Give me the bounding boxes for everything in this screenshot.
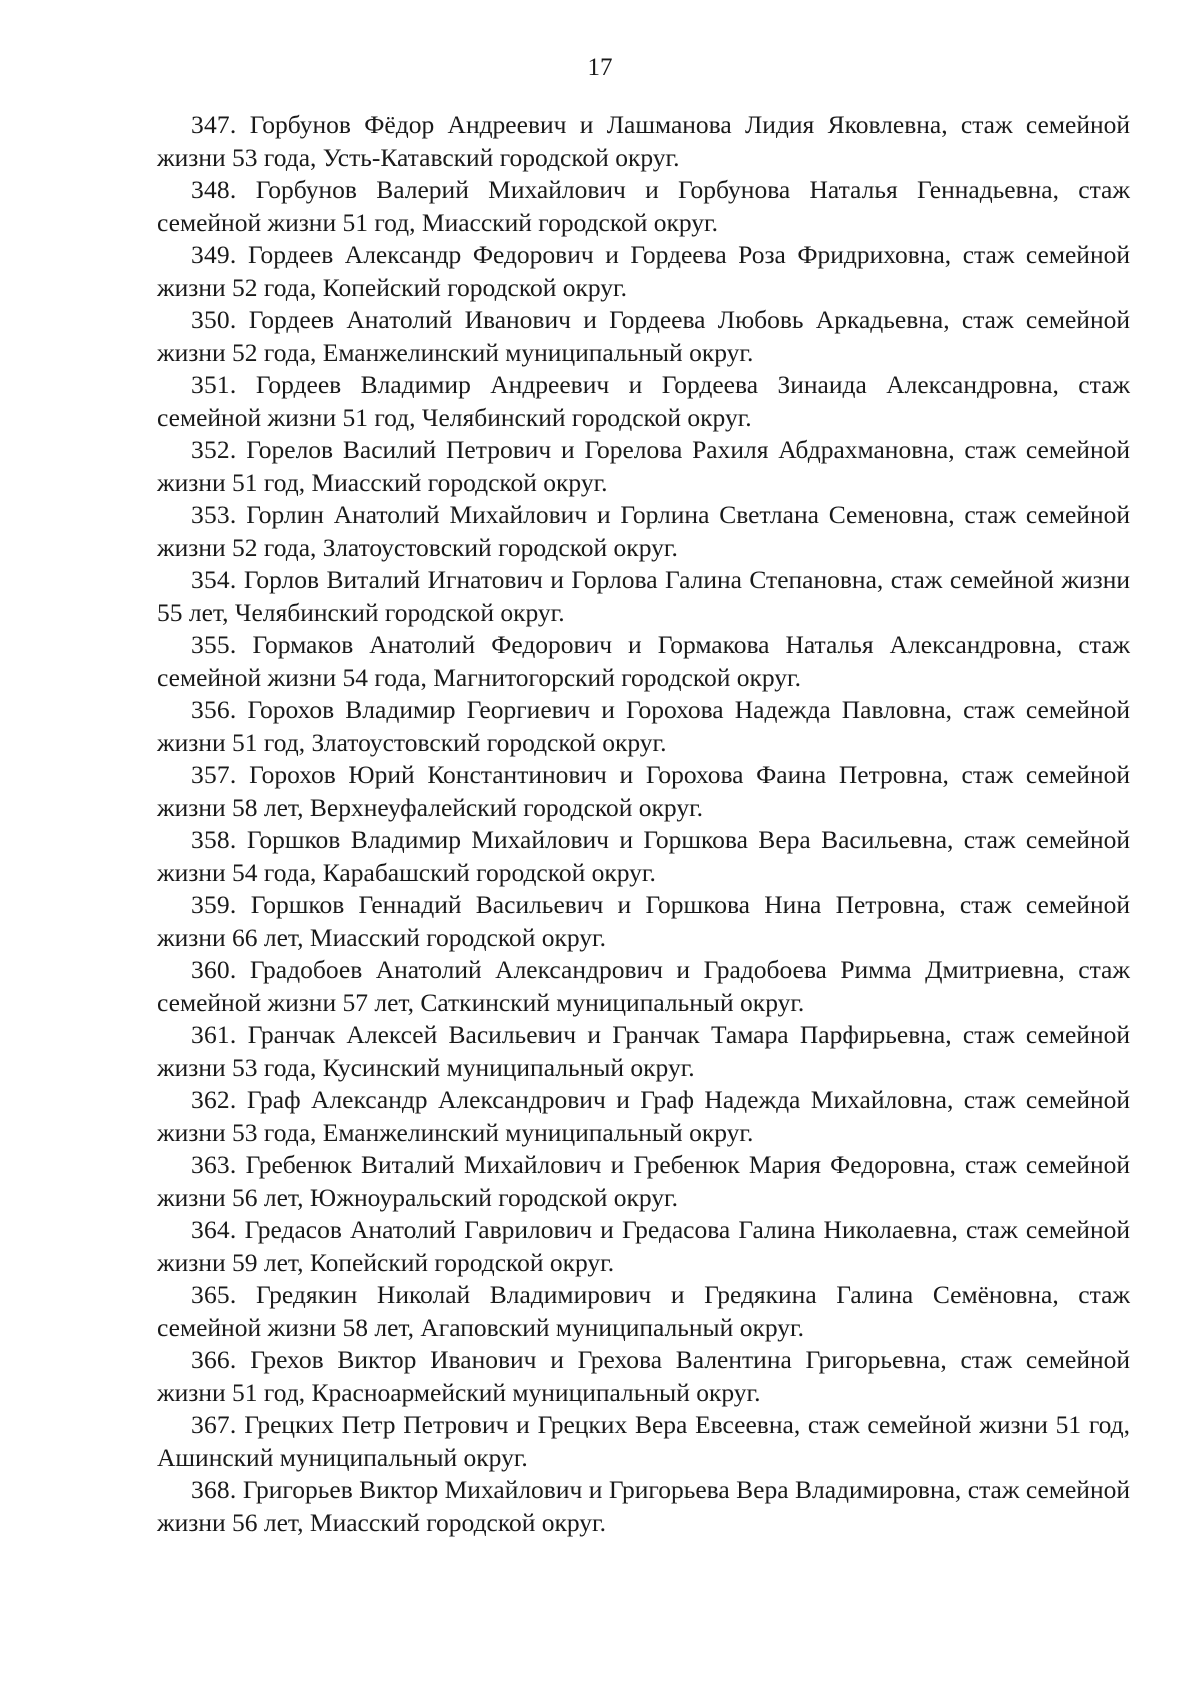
entry-text: Гордеев Александр Федорович и Гордеева Роза Фридриховна, стаж семейной жизни 52 года, Копейский городской округ. xyxy=(157,240,1131,302)
entry-text: Гордеев Владимир Андреевич и Гордеева Зинаида Александровна, стаж семейной жизни 51 год, Челябинский городской округ. xyxy=(157,370,1131,432)
entry-number: 361. xyxy=(191,1020,237,1049)
entry-number: 357. xyxy=(191,760,237,789)
entry-text: Градобоев Анатолий Александрович и Градобоева Римма Дмитриевна, стаж семейной жизни 57 лет, Саткинский муниципальный округ. xyxy=(157,955,1130,1017)
entry-text: Горлов Виталий Игнатович и Горлова Галина Степановна, стаж семейной жизни 55 лет, Челябинский городской округ. xyxy=(157,565,1130,627)
list-item xyxy=(157,434,1130,499)
entry-number: 351. xyxy=(191,370,237,399)
entry-number: 349. xyxy=(191,240,237,269)
entry-number: 348. xyxy=(191,175,237,204)
entry-number: 360. xyxy=(191,955,237,984)
list-item xyxy=(157,499,1130,564)
list-item xyxy=(157,1084,1130,1149)
entry-list xyxy=(157,109,1130,1539)
list-item xyxy=(157,369,1130,434)
entry-text: Гредасов Анатолий Гаврилович и Гредасова Галина Николаевна, стаж семейной жизни 59 лет, Копейский городской округ. xyxy=(157,1215,1131,1277)
entry-text: Горшков Владимир Михайлович и Горшкова Вера Васильевна, стаж семейной жизни 54 года, Карабашский городской округ. xyxy=(157,825,1130,887)
list-item xyxy=(157,174,1130,239)
list-item xyxy=(157,954,1130,1019)
entry-text: Гранчак Алексей Васильевич и Гранчак Тамара Парфирьевна, стаж семейной жизни 53 года, Кусинский муниципальный округ. xyxy=(157,1020,1130,1082)
entry-text: Гормаков Анатолий Федорович и Гормакова Наталья Александровна, стаж семейной жизни 54 года, Магнитогорский городской округ. xyxy=(157,630,1131,692)
list-item xyxy=(157,109,1130,174)
entry-number: 353. xyxy=(191,500,237,529)
entry-number: 347. xyxy=(191,110,237,139)
list-item xyxy=(157,1474,1130,1539)
list-item xyxy=(157,564,1130,629)
entry-number: 359. xyxy=(191,890,237,919)
entry-text: Горбунов Фёдор Андреевич и Лашманова Лидия Яковлевна, стаж семейной жизни 53 года, Усть-Катавский городской округ. xyxy=(157,110,1131,172)
entry-number: 364. xyxy=(191,1215,237,1244)
list-item xyxy=(157,1214,1130,1279)
entry-number: 362. xyxy=(191,1085,237,1114)
entry-number: 365. xyxy=(191,1280,237,1309)
entry-number: 367. xyxy=(191,1410,237,1439)
list-item xyxy=(157,824,1130,889)
entry-text: Гредякин Николай Владимирович и Гредякина Галина Семёновна, стаж семейной жизни 58 лет, Агаповский муниципальный округ. xyxy=(157,1280,1131,1342)
entry-number: 352. xyxy=(191,435,237,464)
list-item xyxy=(157,694,1130,759)
entry-number: 354. xyxy=(191,565,237,594)
entry-text: Гребенюк Виталий Михайлович и Гребенюк Мария Федоровна, стаж семейной жизни 56 лет, Южноуральский городской округ. xyxy=(157,1150,1130,1212)
list-item xyxy=(157,1149,1130,1214)
entry-text: Горохов Юрий Константинович и Горохова Фаина Петровна, стаж семейной жизни 58 лет, Верхнеуфалейский городской округ. xyxy=(157,760,1130,822)
list-item xyxy=(157,759,1130,824)
list-item xyxy=(157,1344,1130,1409)
list-item xyxy=(157,1019,1130,1084)
page-number: 17 xyxy=(587,54,613,81)
entry-text: Григорьев Виктор Михайлович и Григорьева Вера Владимировна, стаж семейной жизни 56 лет, Миасский городской округ. xyxy=(157,1475,1130,1537)
entry-number: 356. xyxy=(191,695,237,724)
entry-text: Граф Александр Александрович и Граф Надежда Михайловна, стаж семейной жизни 53 года, Еманжелинский муниципальный округ. xyxy=(157,1085,1131,1147)
entry-number: 366. xyxy=(191,1345,237,1374)
list-item xyxy=(157,889,1130,954)
entry-text: Грецких Петр Петрович и Грецких Вера Евсеевна, стаж семейной жизни 51 год, Ашинский муниципальный округ. xyxy=(157,1410,1131,1472)
entry-text: Горлин Анатолий Михайлович и Горлина Светлана Семеновна, стаж семейной жизни 52 года, Златоустовский городской округ. xyxy=(157,500,1130,562)
entry-number: 363. xyxy=(191,1150,237,1179)
list-item xyxy=(157,1279,1130,1344)
list-item xyxy=(157,1409,1130,1474)
list-item xyxy=(157,239,1130,304)
entry-text: Горбунов Валерий Михайлович и Горбунова Наталья Геннадьевна, стаж семейной жизни 51 год, Миасский городской округ. xyxy=(157,175,1130,237)
entry-number: 350. xyxy=(191,305,237,334)
entry-number: 355. xyxy=(191,630,237,659)
entry-number: 358. xyxy=(191,825,237,854)
entry-text: Грехов Виктор Иванович и Грехова Валентина Григорьевна, стаж семейной жизни 51 год, Красноармейский муниципальный округ. xyxy=(157,1345,1131,1407)
list-item xyxy=(157,304,1130,369)
list-item xyxy=(157,629,1130,694)
entry-text: Гордеев Анатолий Иванович и Гордеева Любовь Аркадьевна, стаж семейной жизни 52 года, Еманжелинский муниципальный округ. xyxy=(157,305,1130,367)
entry-number: 368. xyxy=(191,1475,237,1504)
entry-text: Горелов Василий Петрович и Горелова Рахиля Абдрахмановна, стаж семейной жизни 51 год, Миасский городской округ. xyxy=(157,435,1130,497)
entry-text: Горшков Геннадий Васильевич и Горшкова Нина Петровна, стаж семейной жизни 66 лет, Миасский городской округ. xyxy=(157,890,1130,952)
entry-text: Горохов Владимир Георгиевич и Горохова Надежда Павловна, стаж семейной жизни 51 год, Златоустовский городской округ. xyxy=(157,695,1130,757)
